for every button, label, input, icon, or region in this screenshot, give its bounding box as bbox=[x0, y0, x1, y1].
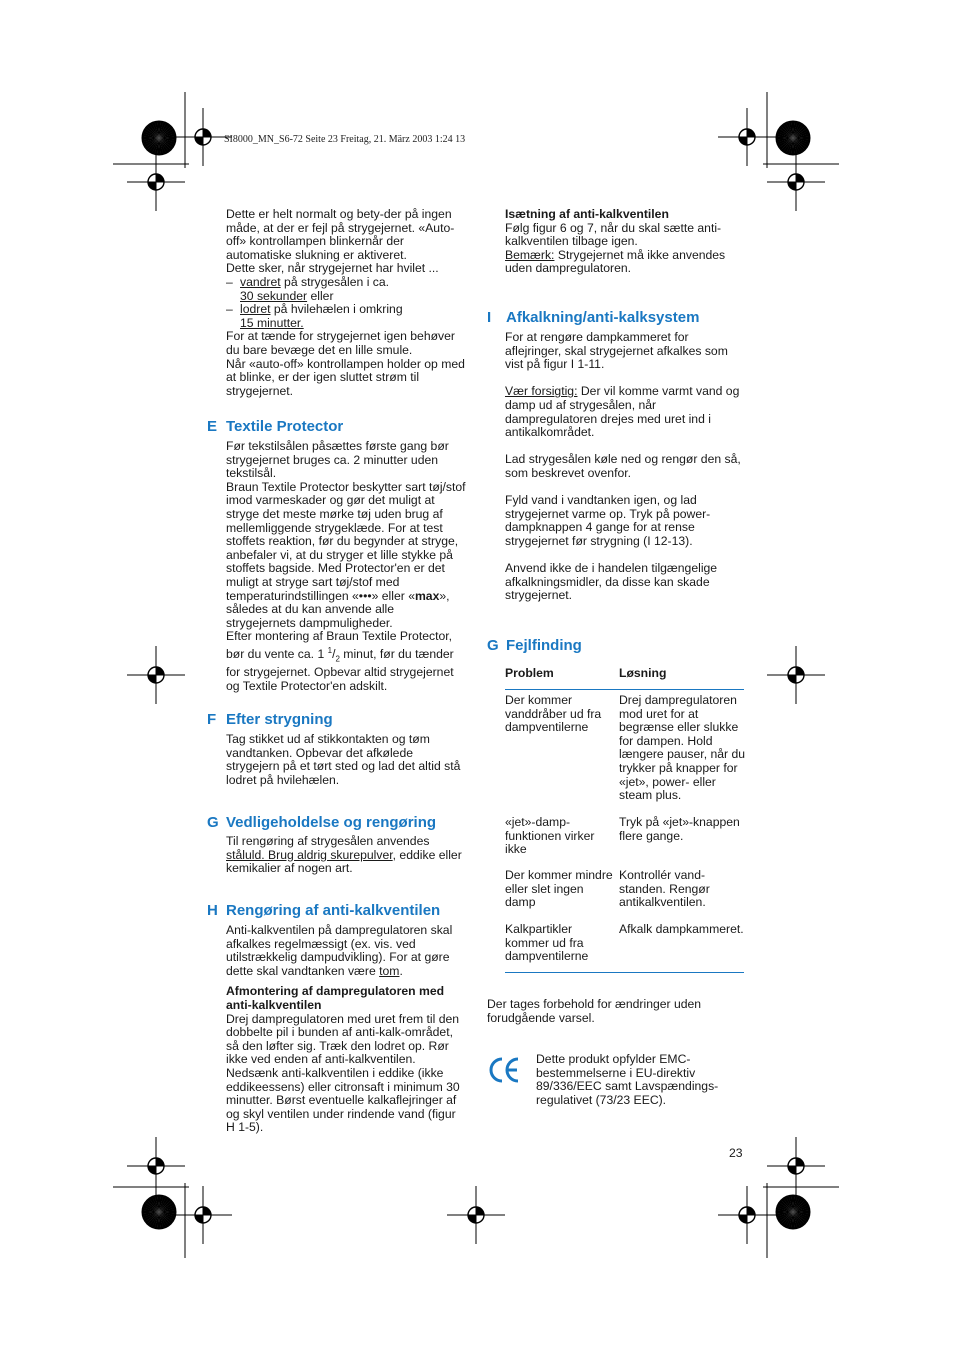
table-header-problem: Problem bbox=[505, 666, 554, 680]
intro-p3: For at tænde for strygejernet igen behøver du bare bevæge det en lille smule. bbox=[226, 329, 455, 357]
section-f-p1: Tag stikket ud af stikkontakten og tøm vandtanken. Opbevar det afkølede strygejern på et tørt sted og lad det altid stå lodret på hvilehælen. bbox=[226, 732, 461, 787]
section-h-heading: H Rengøring af anti-kalkventilen bbox=[207, 902, 441, 919]
section-i-p5: Anvend ikke de i handelen tilgængelige afkalkningsmidler, da disse kan skade strygejernet. bbox=[505, 561, 718, 603]
section-i-p4: Fyld vand i vandtanken igen, og lad strygejernet varme op. Tryk på power-dampknappen 4 gange for at rense strygejernet før strygning (I 12-13). bbox=[505, 493, 711, 548]
section-e-body bbox=[226, 440, 466, 693]
reservation-note: Der tages forbehold for ændringer uden forudgående varsel. bbox=[487, 997, 702, 1025]
section-h-subheading: Afmontering af dampregulatoren med anti-kalkventilen bbox=[226, 984, 445, 1012]
table-header-rule bbox=[505, 689, 744, 690]
intro-dash-2: – lodret på hvilehælen i omkring 15 minutter. bbox=[226, 303, 466, 330]
insert-p1: Følg figur 6 og 7, når du skal sætte anti-kalkventilen tilbage igen. bbox=[505, 220, 722, 249]
section-i-p2: Vær forsigtig: Der vil komme varmt vand og damp ud af strygesålen, når dampregulatoren drejes med uret ind i antikalkområdet. bbox=[505, 384, 740, 440]
table-row-2-problem: «jet»-damp-funktionen virker ikke bbox=[505, 815, 595, 857]
section-h-body bbox=[226, 924, 466, 1135]
section-i-body bbox=[505, 331, 745, 603]
section-e-p1: Før tekstilsålen påsættes første gang bør strygejernet bruges ca. 2 minutter uden tekstilsål. bbox=[226, 439, 449, 481]
section-f-heading: F Efter strygning bbox=[207, 711, 333, 728]
table-row-3-problem: Der kommer mindre eller slet ingen damp bbox=[505, 868, 613, 910]
section-g-heading: G Vedligeholdelse og rengøring bbox=[207, 814, 437, 831]
intro-block bbox=[226, 208, 466, 398]
section-e-p2: Braun Textile Protector beskytter sart tøj/stof imod varmeskader og gør det muligt at stryge det meste mørke tøj uden brug af mellemliggende strygeklæde. For at test stoffets reaktion, før du begynder at stryge, anbefaler vi, at du stryger et lille stykke på stoffets bagside. Med Protector'en er det muligt at stryge sart tøj/stof med temperaturindstillingen «•••» eller «max», således at du kan anvende alle strygejernets dampmuligheder. bbox=[226, 479, 466, 630]
section-e-heading: E Textile Protector bbox=[207, 418, 344, 435]
section-g-p1: Til rengøring af strygesålen anvendes ståluld. Brug aldrig skurepulver, eddike eller kemikalier af nogen art. bbox=[226, 834, 462, 876]
section-f-body bbox=[226, 733, 466, 787]
section-fejl-heading: G Fejlfinding bbox=[487, 637, 582, 654]
insert-block bbox=[505, 208, 745, 276]
section-i-p3: Lad strygesålen køle ned og rengør den så, som beskrevet ovenfor. bbox=[505, 452, 741, 480]
table-row-4-problem: Kalkpartikler kommer ud fra dampventilerne bbox=[505, 922, 589, 964]
section-h-p1: Anti-kalkventilen på dampregulatoren skal afkalkes regelmæssigt (ex. vis. ved utilstrækkelig dampudvikling). For at gøre dette skal vandtanken være tom. bbox=[226, 923, 453, 978]
table-row-1-solution: Drej dampregulatoren mod uret for at begrænse eller slukke for dampen. Hold længere pauser, når du trykker på knapper for «jet», power- eller steam plus. bbox=[619, 693, 746, 803]
table-header-solution: Løsning bbox=[619, 666, 667, 680]
ce-mark-icon bbox=[487, 1054, 521, 1086]
intro-dash-1: – vandret på strygesålen i ca. 30 sekunder eller bbox=[226, 276, 466, 303]
section-i-p1: For at rengøre dampkammeret for aflejringer, skal strygejernet afkalkes som vist på figur I 1-11. bbox=[505, 330, 728, 372]
section-h-p2: Drej dampregulatoren med uret frem til den dobbelte pil i bunden af anti-kalk-området, så den løfter sig. Træk den lodret op. Rør ikke ved enden af anti-kalkventilen. Nedsænk anti-kalkventilen i eddike (ikke eddikeessens) eller citronsaft i minimum 30 minutter. Børst eventuelle kalkaflejringer af og skyl ventilen under rindende vand (figur H 1-5). bbox=[226, 1011, 460, 1135]
intro-p4: Når «auto-off» kontrollampen holder op med at blinke, er der igen sluttet strøm til strygejernet. bbox=[226, 356, 465, 398]
insert-subheading: Isætning af anti-kalkventilen bbox=[505, 207, 669, 221]
section-i-heading: I Afkalkning/anti-kalksystem bbox=[487, 309, 700, 326]
table-row-1-problem: Der kommer vanddråber ud fra dampventilerne bbox=[505, 693, 602, 735]
table-row-3-solution: Kontrollér vand-standen. Rengør antikalkventilen. bbox=[619, 868, 710, 910]
table-row-4-solution: Afkalk dampkammeret. bbox=[619, 922, 744, 936]
intro-p2: Dette sker, når strygejernet har hvilet ... bbox=[226, 261, 439, 276]
table-row-2-solution: Tryk på «jet»-knappen flere gange. bbox=[619, 815, 740, 843]
ce-statement: Dette produkt opfylder EMC-bestemmelserne i EU-direktiv 89/336/EEC samt Lavspændings-regulativet (73/23 EEC). bbox=[536, 1052, 719, 1107]
table-bottom-rule bbox=[505, 972, 744, 973]
section-e-p3: Efter montering af Braun Textile Protector, bør du vente ca. 1 $^1/_2$ minut, før du tænder for strygejernet. Opbevar altid strygejernet og Textile Protector'en adskilt. bbox=[226, 629, 454, 693]
intro-p1: Dette er helt normalt og bety-der på ingen måde, at der er fejl på strygejernet. «Auto-off» kontrollampen blinkernår der automatiske slukning er aktiveret. bbox=[226, 207, 455, 262]
print-header: SI8000_MN_S6-72 Seite 23 Freitag, 21. März 2003 1:24 13 bbox=[224, 134, 466, 145]
page-number: 23 bbox=[729, 1146, 743, 1160]
section-g-body bbox=[226, 835, 466, 876]
insert-p2: Bemærk: Strygejernet må ikke anvendes uden dampregulatoren. bbox=[505, 247, 726, 276]
